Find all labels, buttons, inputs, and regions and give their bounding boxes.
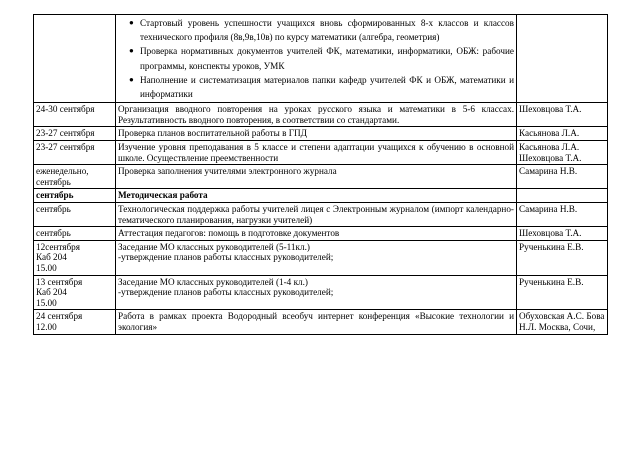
person-cell: Шеховцова Т.А. — [517, 103, 608, 127]
list-item — [129, 16, 514, 44]
date-cell: 12сентября Каб 204 15.00 — [34, 240, 116, 275]
table-row — [34, 202, 608, 226]
table-row — [34, 275, 608, 310]
person-cell: Самарина Н.В. — [517, 165, 608, 189]
table-row — [34, 15, 608, 103]
person-cell: Рученькина Е.В. — [517, 240, 608, 275]
person-cell: Шеховцова Т.А. — [517, 227, 608, 241]
date-cell: еженедельно, сентябрь — [34, 165, 116, 189]
task-cell: Проверка заполнения учителями электронного журнала — [116, 165, 517, 189]
bullet-text: Стартовый уровень успешности учащихся вновь сформированных 8-х классов и классов технического профиля (8в,9в,10в) по курсу математики (алгебра, геометрия) — [140, 18, 514, 43]
table-row — [34, 227, 608, 241]
bullet-icon: ● — [129, 74, 134, 84]
task-cell: Организация вводного повторения на уроках русского языка и математики в 5-6 классах. Результативность вводного повторения, в соответствии со стандартами. — [116, 103, 517, 127]
person-cell: Самарина Н.В. — [517, 202, 608, 226]
person-cell: Касьянова Л.А. Шеховцова Т.А. — [517, 141, 608, 165]
date-cell: сентябрь — [34, 227, 116, 241]
bullet-icon: ● — [129, 18, 134, 27]
date-cell: 13 сентября Каб 204 15.00 — [34, 275, 116, 310]
section-title: Методическая работа — [116, 189, 517, 203]
table-row — [34, 103, 608, 127]
bullet-icon: ● — [129, 46, 134, 56]
bullet-text: Проверка нормативных документов учителей ФК, математики, информатики, ОБЖ: рабочие программы, конспекты уроков, УМК — [140, 46, 514, 71]
person-cell — [517, 189, 608, 203]
task-cell: Работа в рамках проекта Водородный всеобуч интернет конференция «Высокие технологии и экология» — [116, 310, 517, 334]
bullet-text: Наполнение и систематизация материалов папки кафедр учителей ФК и ОБЖ, математики и информатики — [140, 74, 514, 100]
person-cell: Касьянова Л.А. — [517, 127, 608, 141]
date-cell: 24 сентября 12.00 — [34, 310, 116, 334]
table-row — [34, 141, 608, 165]
task-cell: Заседание МО классных руководителей (1-4 кл.) -утверждение планов работы классных руководителей; — [116, 275, 517, 310]
person-cell — [517, 15, 608, 103]
table-row — [34, 127, 608, 141]
date-cell — [34, 15, 116, 103]
table-row — [34, 165, 608, 189]
date-cell: 23-27 сентября — [34, 127, 116, 141]
table-row — [34, 310, 608, 334]
person-cell: Рученькина Е.В. — [517, 275, 608, 310]
task-cell: Заседание МО классных руководителей (5-11кл.) -утверждение планов работы классных руководителей; — [116, 240, 517, 275]
date-cell: сентябрь — [34, 202, 116, 226]
section-header-row — [34, 189, 608, 203]
task-cell: Аттестация педагогов: помощь в подготовке документов — [116, 227, 517, 241]
date-cell: 23-27 сентября — [34, 141, 116, 165]
task-cell: Проверка планов воспитательной работы в ГПД — [116, 127, 517, 141]
table-row — [34, 240, 608, 275]
task-cell: Технологическая поддержка работы учителей лицея с Электронным журналом (импорт календарно-тематического планирования, нагрузки учителей) — [116, 202, 517, 226]
list-item — [129, 73, 514, 101]
task-cell: Изучение уровня преподавания в 5 классе и степени адаптации учащихся к обучению в основной школе. Осуществление преемственности — [116, 141, 517, 165]
section-month: сентябрь — [34, 189, 116, 203]
plan-table — [33, 14, 608, 335]
list-item — [129, 44, 514, 72]
person-cell: Обуховская А.С. Бова Н.Л. Москва, Сочи, — [517, 310, 608, 334]
bullet-list — [118, 16, 514, 101]
date-cell: 24-30 сентября — [34, 103, 116, 127]
task-cell — [116, 15, 517, 103]
